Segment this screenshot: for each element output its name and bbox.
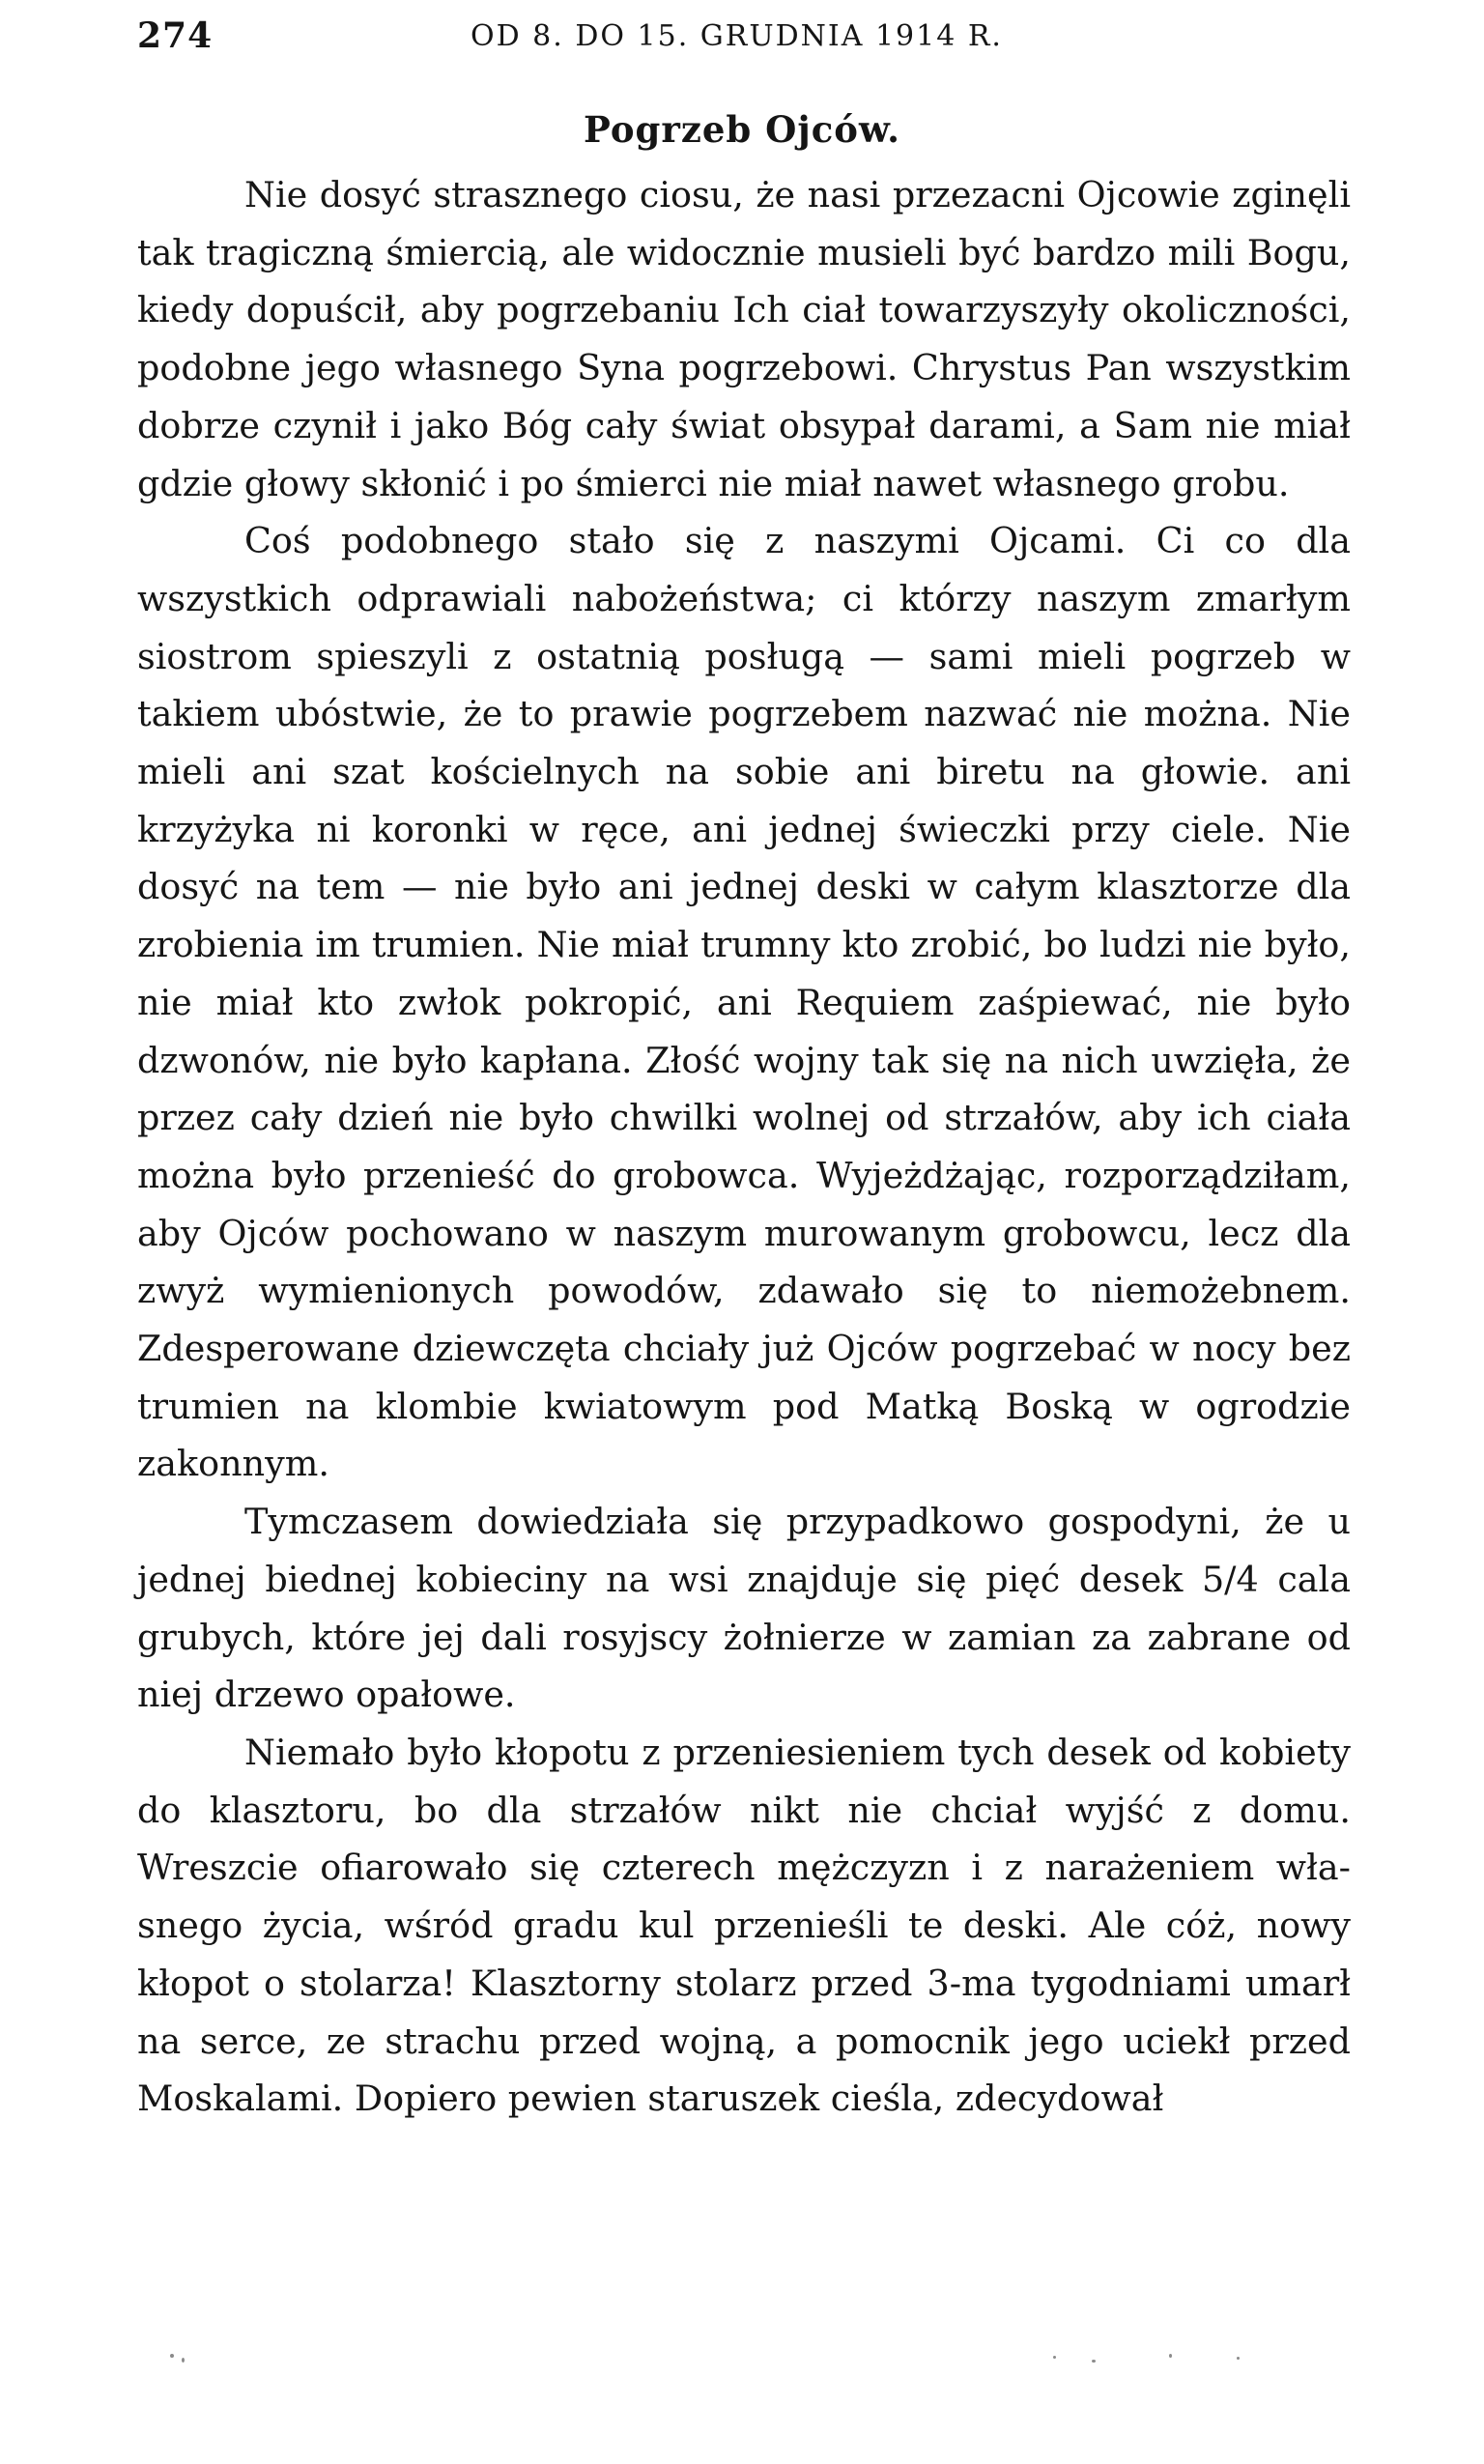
scan-speck	[1053, 2356, 1056, 2359]
paragraph: Coś podobnego stało się z naszymi Ojcami. Ci co dla wszystkich odprawiali nabożeństwa; ci którzy naszym zmarłym siostrom spieszyli z ostatnią posługą — sami mieli pogrzeb w takiem ubóstwie, że to prawie pogrzebem nazwać nie można. Nie mieli ani szat kościelnych na sobie ani biretu na głowie. ani krzyżyka ni koronki w ręce, ani jednej świeczki przy ciele. Nie dosyć na tem — nie było ani jednej deski w całym klasztorze dla zrobienia im trumien. Nie miał trumny kto zrobić, bo ludzi nie było, nie miał kto zwłok pokropić, ani Requiem zaśpiewać, nie było dzwonów, nie było kapłana. Złość wojny tak się na nich uwzięła, że przez cały dzień nie było chwilki wolnej od strzałów, aby ich ciała można było przenieść do grobowca. Wyjeżdżając, rozporządziłam, aby Ojców pochowano w naszym murowanym grobowcu, lecz dla zwyż wymienionych powodów, zdawało się to niemożebnem. Zdesperowane dziewczęta chciały już Ojców pogrzebać w nocy bez trumien na klombie kwiatowym pod Matką Boską w ogrodzie zakonnym.	[137, 520, 1351, 1485]
scan-noise	[164, 2348, 1285, 2377]
paragraph: Tymczasem dowiedziała się przypadkowo gospodyni, że u jednej biednej kobieciny na wsi znajduje się pięć desek 5/4 cala grubych, które jej dali rosyjscy żołnierze w zamian za zabrane od niej drzewo opałowe.	[137, 1501, 1351, 1716]
page-number: 274	[137, 15, 214, 56]
scan-speck	[1092, 2360, 1096, 2363]
scan-speck	[170, 2354, 174, 2358]
paragraph: Niemało było kłopotu z przeniesieniem tych desek od kobiety do klasztoru, bo dla strzałów nikt nie chciał wyjść z domu. Wreszcie ofiarowało się czterech mężczyzn i z narażeniem własnego życia, wśród gradu kul przenieśli te deski. Ale cóż, nowy kłopot o stolarza! Klasztorny stolarz przed 3-ma tygodniami umarł na serce, ze strachu przed wojną, a pomocnik jego uciekł przed Moskalami. Dopiero pewien staruszek cieśla, zdecydował	[137, 1731, 1351, 2120]
scan-speck	[182, 2358, 185, 2363]
scan-speck	[1169, 2354, 1172, 2358]
scan-speck	[1237, 2357, 1240, 2360]
body-text	[137, 166, 1351, 2128]
running-title: OD 8. DO 15. GRUDNIA 1914 R.	[471, 19, 1003, 53]
running-head	[137, 15, 1351, 64]
section-title: Pogrzeb Ojców.	[583, 108, 900, 151]
paragraph: Nie dosyć strasznego ciosu, że nasi przezacni Ojcowie zginęli tak tragiczną śmiercią, ale widocznie musieli być bardzo mili Bogu, kiedy dopuścił, aby pogrzebaniu Ich ciał towarzyszyły okoliczności, podobne jego własnego Syna pogrzebowi. Chrystus Pan wszystkim dobrze czynił i jako Bóg cały świat obsypał darami, a Sam nie miał gdzie głowy skłonić i po śmierci nie miał nawet własnego grobu.	[137, 174, 1351, 504]
